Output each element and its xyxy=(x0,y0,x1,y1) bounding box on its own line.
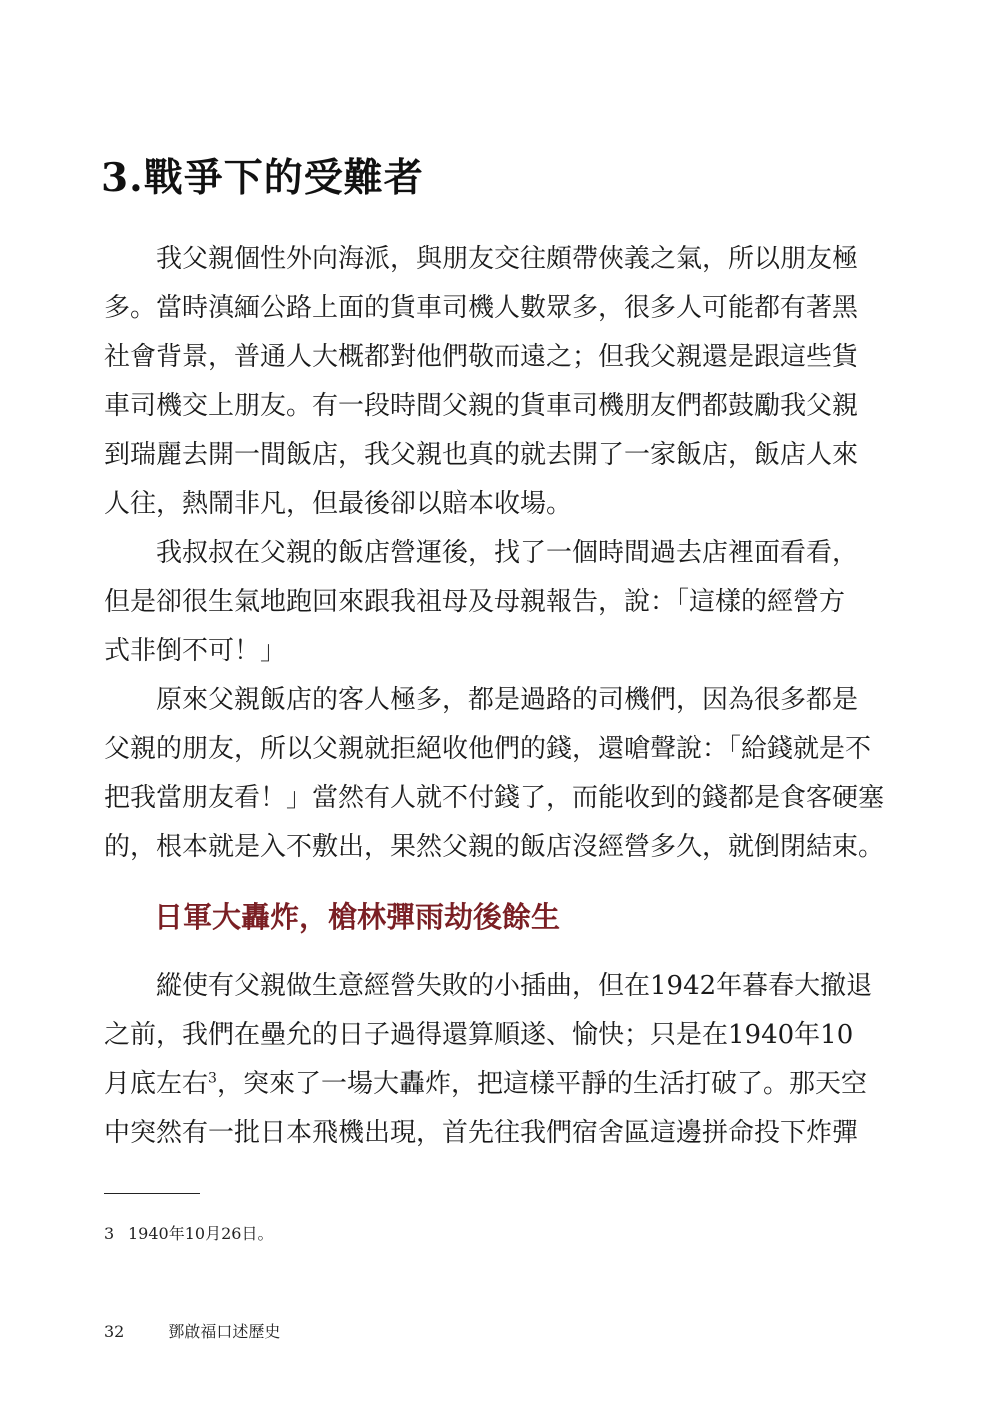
paragraph-line: 中突然有一批日本飛機出現，首先往我們宿舍區這邊拼命投下炸彈 xyxy=(104,1118,859,1148)
line-segment: ，突來了一場大轟炸，把這樣平靜的生活打破了。那天空 xyxy=(216,1069,867,1099)
paragraph-line xyxy=(104,1060,867,1109)
paragraph-line: 我父親個性外向海派，與朋友交往頗帶俠義之氣，所以朋友極 xyxy=(156,244,859,274)
paragraph-line: 車司機交上朋友。有一段時間父親的貨車司機朋友們都鼓勵我父親 xyxy=(104,391,859,421)
paragraph-line: 父親的朋友，所以父親就拒絕收他們的錢，還嗆聲說：「給錢就是不 xyxy=(104,734,872,764)
paragraph-line: 原來父親飯店的客人極多，都是過路的司機們，因為很多都是 xyxy=(156,685,859,715)
paragraph-1 xyxy=(104,235,859,529)
footnote-text: 1940年10月26日。 xyxy=(128,1224,274,1243)
paragraph-line: 縱使有父親做生意經營失敗的小插曲，但在1942年暮春大撤退 xyxy=(156,971,873,1001)
paragraph-line: 社會背景，普通人大概都對他們敬而遠之；但我父親還是跟這些貨 xyxy=(104,342,859,372)
paragraph-line: 但是卻很生氣地跑回來跟我祖母及母親報告，說：「這樣的經營方 xyxy=(104,587,846,617)
paragraph-line: 人往，熱鬧非凡，但最後卻以賠本收場。 xyxy=(104,489,573,519)
section-paragraph xyxy=(104,962,873,1158)
paragraph-line: 式非倒不可！」 xyxy=(104,636,287,666)
paragraph-line: 把我當朋友看！」當然有人就不付錢了，而能收到的錢都是食客硬塞 xyxy=(104,783,885,813)
paragraph-3 xyxy=(104,676,885,872)
footnote-divider xyxy=(104,1193,200,1194)
section-heading: 日軍大轟炸，槍林彈雨劫後餘生 xyxy=(154,900,561,934)
footnote-reference: 3 xyxy=(208,1070,217,1087)
paragraph-line: 的，根本就是入不敷出，果然父親的飯店沒經營多久，就倒閉結束。 xyxy=(104,832,885,862)
footnote-number: 3 xyxy=(104,1224,115,1243)
footnote xyxy=(104,1222,273,1246)
paragraph-line: 我叔叔在父親的飯店營運後，找了一個時間過去店裡面看看， xyxy=(156,538,859,568)
paragraph-line: 之前，我們在壘允的日子過得還算順遂、愉快；只是在1940年10 xyxy=(104,1020,854,1050)
paragraph-2 xyxy=(104,529,859,676)
page-number: 32 xyxy=(104,1322,125,1341)
paragraph-line: 到瑞麗去開一間飯店，我父親也真的就去開了一家飯店，飯店人來 xyxy=(104,440,859,470)
paragraph-line: 多。當時滇緬公路上面的貨車司機人數眾多，很多人可能都有著黑 xyxy=(104,293,859,323)
page-footer xyxy=(104,1320,280,1344)
chapter-title: 3.戰爭下的受難者 xyxy=(101,155,424,201)
running-title: 鄧啟福口述歷史 xyxy=(168,1322,281,1341)
line-segment: 月底左右 xyxy=(104,1069,209,1099)
